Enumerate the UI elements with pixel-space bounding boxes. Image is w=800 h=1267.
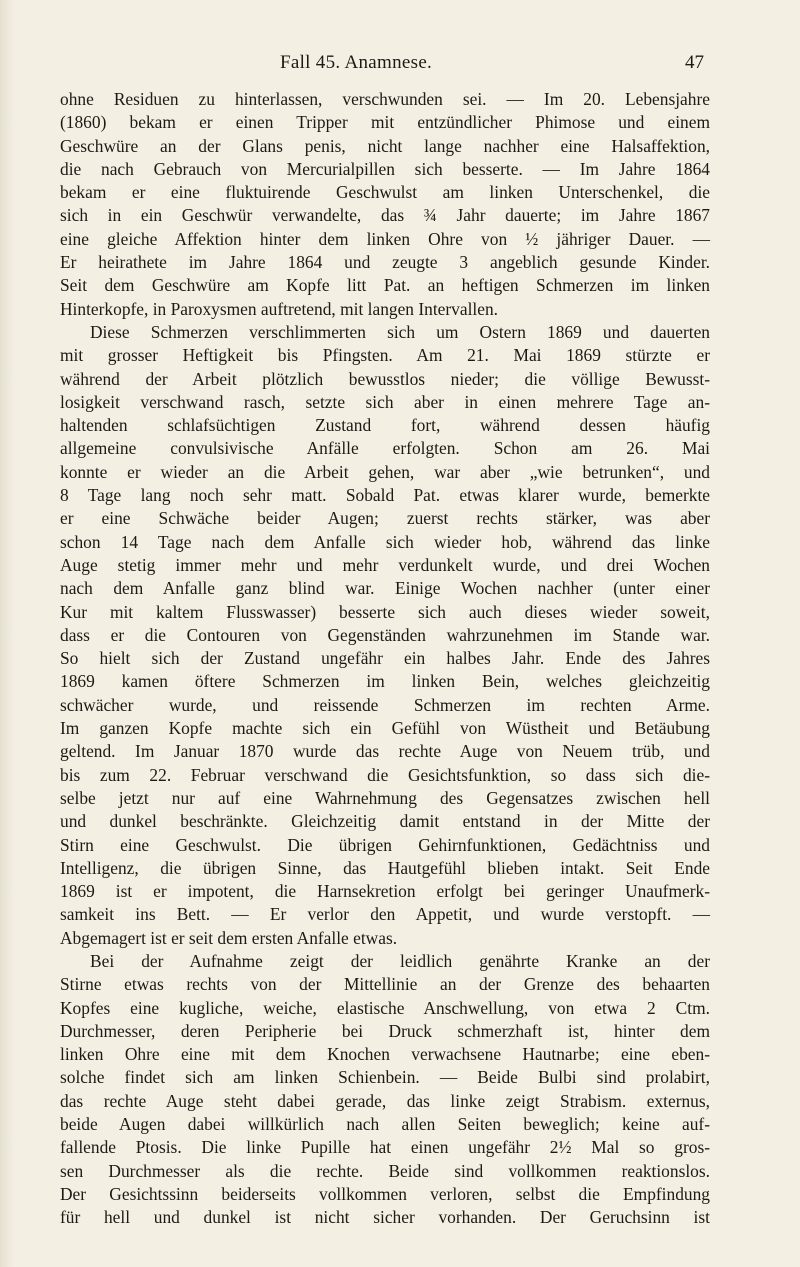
page-header <box>60 52 704 80</box>
text-line: sen Durchmesser als die rechte. Beide sind vollkommen reaktionslos. <box>60 1160 710 1181</box>
text-line: nach dem Anfalle ganz blind war. Einige Wochen nachher (unter einer <box>60 578 710 599</box>
text-line: haltenden schlafsüchtigen Zustand fort, während dessen häufig <box>60 415 710 436</box>
text-line: Seit dem Geschwüre am Kopfe litt Pat. an heftigen Schmerzen im linken <box>60 275 710 296</box>
text-line: allgemeine convulsivische Anfälle erfolgten. Schon am 26. Mai <box>60 438 710 459</box>
text-line: 1869 ist er impotent, die Harnsekretion erfolgt bei geringer Unaufmerk- <box>60 881 710 902</box>
text-line: beide Augen dabei willkürlich nach allen Seiten beweglich; keine auf- <box>60 1114 710 1135</box>
text-line: fallende Ptosis. Die linke Pupille hat einen ungefähr 2½ Mal so gros- <box>60 1137 710 1158</box>
running-title: Fall 45. Anamnese. <box>280 52 433 73</box>
page-edge-shadow <box>0 0 14 1267</box>
text-line: samkeit ins Bett. — Er verlor den Appetit, und wurde verstopft. — <box>60 904 710 925</box>
text-line: bekam er eine fluktuirende Geschwulst am linken Unterschenkel, die <box>60 182 710 203</box>
body-text <box>60 88 710 1230</box>
text-line: Bei der Aufnahme zeigt der leidlich genährte Kranke an der <box>90 950 710 971</box>
text-line: Hinterkopfe, in Paroxysmen auftretend, mit langen Intervallen. <box>60 298 499 319</box>
text-line: 8 Tage lang noch sehr matt. Sobald Pat. etwas klarer wurde, bemerkte <box>60 485 710 506</box>
text-line: für hell und dunkel ist nicht sicher vorhanden. Der Geruchsinn ist <box>60 1207 710 1228</box>
text-line: Kopfes eine kugliche, weiche, elastische Anschwellung, von etwa 2 Ctm. <box>60 997 710 1018</box>
text-line: Er heirathete im Jahre 1864 und zeugte 3 angeblich gesunde Kinder. <box>60 252 710 273</box>
text-line: (1860) bekam er einen Tripper mit entzündlicher Phimose und einem <box>60 112 710 133</box>
text-line: losigkeit verschwand rasch, setzte sich aber in einen mehrere Tage an- <box>60 391 710 412</box>
text-line: Diese Schmerzen verschlimmerten sich um Ostern 1869 und dauerten <box>90 321 710 342</box>
text-line: Der Gesichtssinn beiderseits vollkommen verloren, selbst die Empfindung <box>60 1183 710 1204</box>
text-line: Abgemagert ist er seit dem ersten Anfalle etwas. <box>60 927 398 948</box>
text-line: Im ganzen Kopfe machte sich ein Gefühl von Wüstheit und Betäubung <box>60 718 710 739</box>
text-line: Geschwüre an der Glans penis, nicht lange nachher eine Halsaffektion, <box>60 135 710 156</box>
text-line: und dunkel beschränkte. Gleichzeitig damit entstand in der Mitte der <box>60 811 710 832</box>
text-line: Auge stetig immer mehr und mehr verdunkelt wurde, und drei Wochen <box>60 554 710 575</box>
text-line: das rechte Auge steht dabei gerade, das linke zeigt Strabism. externus, <box>60 1090 710 1111</box>
text-line: solche findet sich am linken Schienbein. — Beide Bulbi sind prolabirt, <box>60 1067 710 1088</box>
text-line: Stirn eine Geschwulst. Die übrigen Gehirnfunktionen, Gedächtniss und <box>60 834 710 855</box>
text-line: konnte er wieder an die Arbeit gehen, war aber „wie betrunken“, und <box>60 461 710 482</box>
text-line: ohne Residuen zu hinterlassen, verschwunden sei. — Im 20. Lebensjahre <box>60 89 710 109</box>
page-number: 47 <box>685 52 704 73</box>
text-line: schon 14 Tage nach dem Anfalle sich wieder hob, während das linke <box>60 531 710 552</box>
text-line: während der Arbeit plötzlich bewusstlos nieder; die völlige Bewusst- <box>60 368 710 389</box>
text-line: sich in ein Geschwür verwandelte, das ¾ Jahr dauerte; im Jahre 1867 <box>60 205 710 226</box>
text-line: dass er die Contouren von Gegenständen wahrzunehmen im Stande war. <box>60 624 710 645</box>
text-line: eine gleiche Affektion hinter dem linken Ohre von ½ jähriger Dauer. — <box>60 228 710 249</box>
text-line: schwächer wurde, und reissende Schmerzen im rechten Arme. <box>60 694 710 715</box>
text-line: Stirne etwas rechts von der Mittellinie an der Grenze des behaarten <box>60 974 710 995</box>
text-line: er eine Schwäche beider Augen; zuerst rechts stärker, was aber <box>60 508 710 529</box>
text-line: geltend. Im Januar 1870 wurde das rechte Auge von Neuem trüb, und <box>60 741 710 762</box>
text-line: 1869 kamen öftere Schmerzen im linken Bein, welches gleichzeitig <box>60 671 710 692</box>
text-line: selbe jetzt nur auf eine Wahrnehmung des Gegensatzes zwischen hell <box>60 787 710 808</box>
text-line: linken Ohre eine mit dem Knochen verwachsene Hautnarbe; eine eben- <box>60 1044 710 1065</box>
text-line: So hielt sich der Zustand ungefähr ein halbes Jahr. Ende des Jahres <box>60 648 710 669</box>
text-line: Durchmesser, deren Peripherie bei Druck schmerzhaft ist, hinter dem <box>60 1020 710 1041</box>
text-line: bis zum 22. Februar verschwand die Gesichtsfunktion, so dass sich die- <box>60 764 710 785</box>
text-line: Kur mit kaltem Flusswasser) besserte sich auch dieses wieder soweit, <box>60 601 710 622</box>
text-line: Intelligenz, die übrigen Sinne, das Hautgefühl blieben intakt. Seit Ende <box>60 857 710 878</box>
text-line: mit grosser Heftigkeit bis Pfingsten. Am 21. Mai 1869 stürzte er <box>60 345 710 366</box>
text-line: die nach Gebrauch von Mercurialpillen sich besserte. — Im Jahre 1864 <box>60 158 710 179</box>
